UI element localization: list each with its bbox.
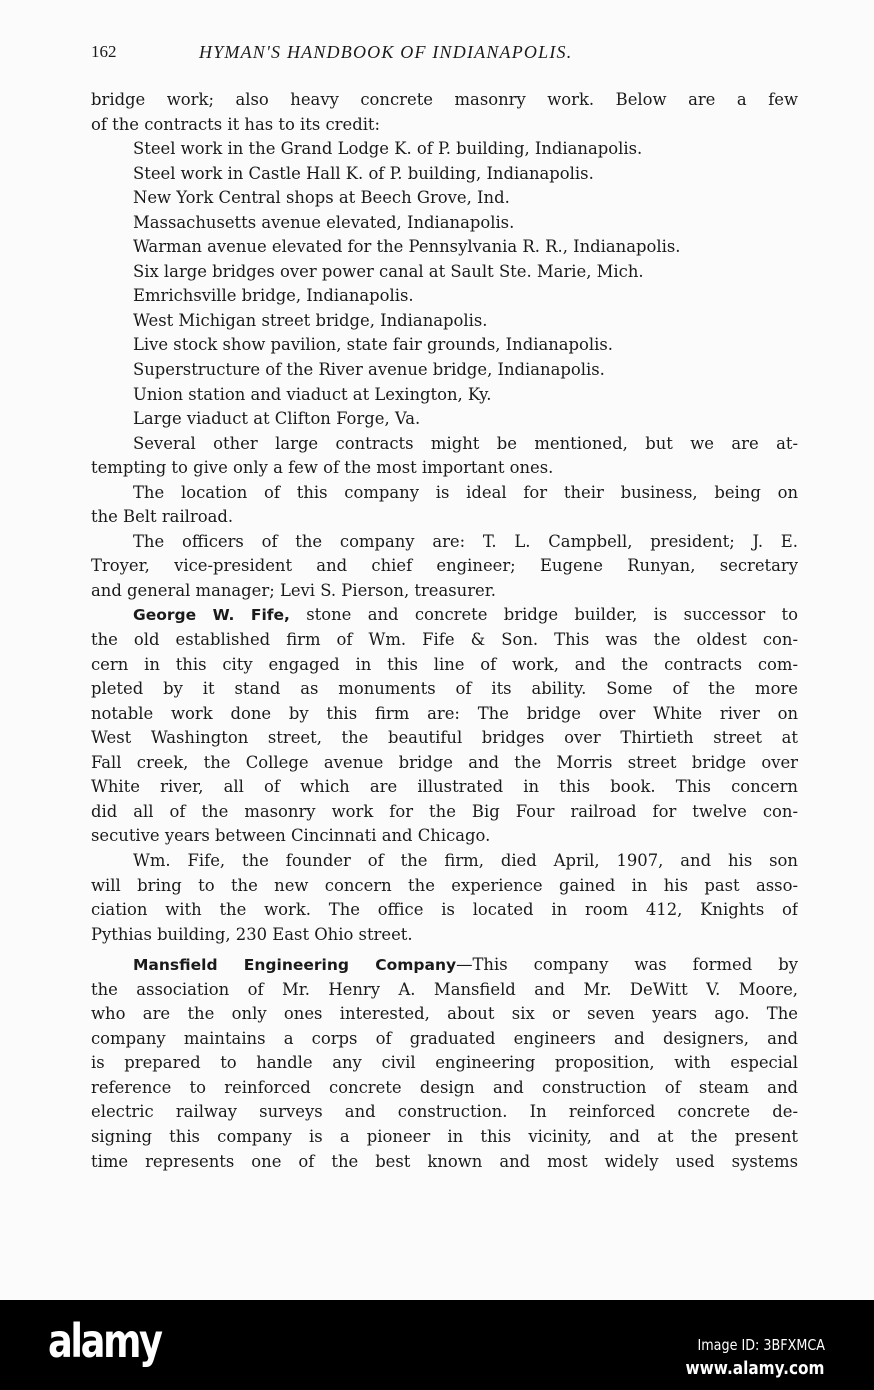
line-text: the association of Mr. Henry A. Mansfield and Mr. DeWitt V. Moore, [91,979,798,999]
line-text: Fall creek, the College avenue bridge and the Morris street bridge over [91,752,798,772]
line-text: notable work done by this firm are: The bridge over White river on [91,703,798,723]
text-line [91,383,798,408]
line-text: West Michigan street bridge, Indianapolis. [133,310,488,330]
line-text: reference to reinforced concrete design and construction of steam and [91,1077,798,1097]
text-line [91,874,798,899]
text-line [91,1125,798,1150]
page-number: 162 [91,42,117,61]
text-line [91,1076,798,1101]
text-line [91,1002,798,1027]
text-line [91,653,798,678]
line-text: New York Central shops at Beech Grove, Ind. [133,188,510,208]
line-text: electric railway surveys and construction. In reinforced concrete de- [91,1102,798,1122]
line-text: Six large bridges over power canal at Sault Ste. Marie, Mich. [133,261,644,281]
watermark-bar [0,1300,874,1390]
text-line [91,432,798,457]
line-text: the old established firm of Wm. Fife & Son. This was the oldest con- [91,630,798,650]
text-line [91,358,798,383]
text-line [91,628,798,653]
line-text: Wm. Fife, the founder of the firm, died April, 1907, and his son [133,850,798,870]
line-text: Warman avenue elevated for the Pennsylvania R. R., Indianapolis. [133,237,681,257]
line-text: who are the only ones interested, about six or seven years ago. The [91,1004,798,1024]
text-line [91,579,798,604]
text-line [91,333,798,358]
line-text: bridge work; also heavy concrete masonry work. Below are a few [91,90,798,109]
text-line [91,456,798,481]
text-line [91,824,798,849]
text-line [91,923,798,948]
text-line [91,677,798,702]
text-line [91,751,798,776]
line-text: pleted by it stand as monuments of its ability. Some of the more [91,679,798,699]
line-text: White river, all of which are illustrated in this book. This concern [91,777,798,797]
line-text: Steel work in the Grand Lodge K. of P. building, Indianapolis. [133,139,643,159]
line-text: Emrichsville bridge, Indianapolis. [133,286,414,306]
text-line [91,407,798,432]
text-line [91,953,798,978]
text-line [91,505,798,530]
line-text: company maintains a corps of graduated engineers and designers, and [91,1028,798,1048]
line-text: Troyer, vice-president and chief engineer; Eugene Runyan, secretary [91,556,798,576]
line-text: tempting to give only a few of the most important ones. [91,458,554,478]
page-header [91,42,798,66]
image-id-label: Image ID: 3BFXMCA [697,1336,825,1354]
text-line [91,88,798,113]
text-line [91,775,798,800]
line-text: the Belt railroad. [91,507,234,527]
line-text: signing this company is a pioneer in this vicinity, and at the present [91,1126,798,1146]
text-line [91,211,798,236]
line-text: did all of the masonry work for the Big Four railroad for twelve con- [91,801,798,821]
text-line [91,800,798,825]
text-line [91,726,798,751]
line-text: cern in this city engaged in this line of work, and the contracts com- [91,654,798,674]
text-line [91,702,798,727]
line-text: Superstructure of the River avenue bridge, Indianapolis. [133,360,605,380]
line-text: —This company was formed by [456,955,798,975]
line-text: will bring to the new concern the experience gained in his past asso- [91,875,798,895]
line-text: Massachusetts avenue elevated, Indianapolis. [133,212,515,232]
text-line [91,1150,798,1175]
text-line [91,1051,798,1076]
text-line [91,978,798,1003]
line-text: Live stock show pavilion, state fair grounds, Indianapolis. [133,335,614,355]
line-text: secutive years between Cincinnati and Chicago. [91,826,491,846]
line-text: The location of this company is ideal for their business, being on [133,482,798,502]
text-line [91,530,798,555]
bold-lead: Mansfield Engineering Company [133,956,457,975]
line-text: West Washington street, the beautiful bridges over Thirtieth street at [91,728,798,748]
page-body-text [91,88,798,1174]
text-line [91,186,798,211]
bold-lead: George W. Fife, [133,606,290,625]
line-text: Large viaduct at Clifton Forge, Va. [133,409,421,429]
text-line [91,554,798,579]
text-line [91,113,798,138]
text-line [91,1100,798,1125]
site-url: www.alamy.com [686,1358,825,1379]
line-text: ciation with the work. The office is located in room 412, Knights of [91,900,798,920]
line-text: Union station and viaduct at Lexington, Ky. [133,384,492,404]
text-line [91,603,798,628]
text-line [91,898,798,923]
line-text: Pythias building, 230 East Ohio street. [91,924,413,944]
text-line [91,284,798,309]
text-line [91,235,798,260]
line-text: and general manager; Levi S. Pierson, treasurer. [91,580,497,600]
line-text: The officers of the company are: T. L. Campbell, president; J. E. [133,531,798,551]
text-line [91,481,798,506]
text-line [91,162,798,187]
line-text: of the contracts it has to its credit: [91,114,381,134]
text-line [91,260,798,285]
line-text: is prepared to handle any civil engineering proposition, with especial [91,1053,798,1073]
line-text: Several other large contracts might be mentioned, but we are at- [133,433,798,453]
line-text: Steel work in Castle Hall K. of P. building, Indianapolis. [133,163,594,183]
text-line [91,309,798,334]
text-line [91,1027,798,1052]
line-text: stone and concrete bridge builder, is successor to [289,605,798,625]
text-line [91,137,798,162]
line-text: time represents one of the best known and most widely used systems [91,1151,798,1171]
alamy-logo: alamy [48,1314,161,1368]
running-title: HYMAN'S HANDBOOK OF INDIANAPOLIS. [199,42,573,62]
text-line [91,849,798,874]
